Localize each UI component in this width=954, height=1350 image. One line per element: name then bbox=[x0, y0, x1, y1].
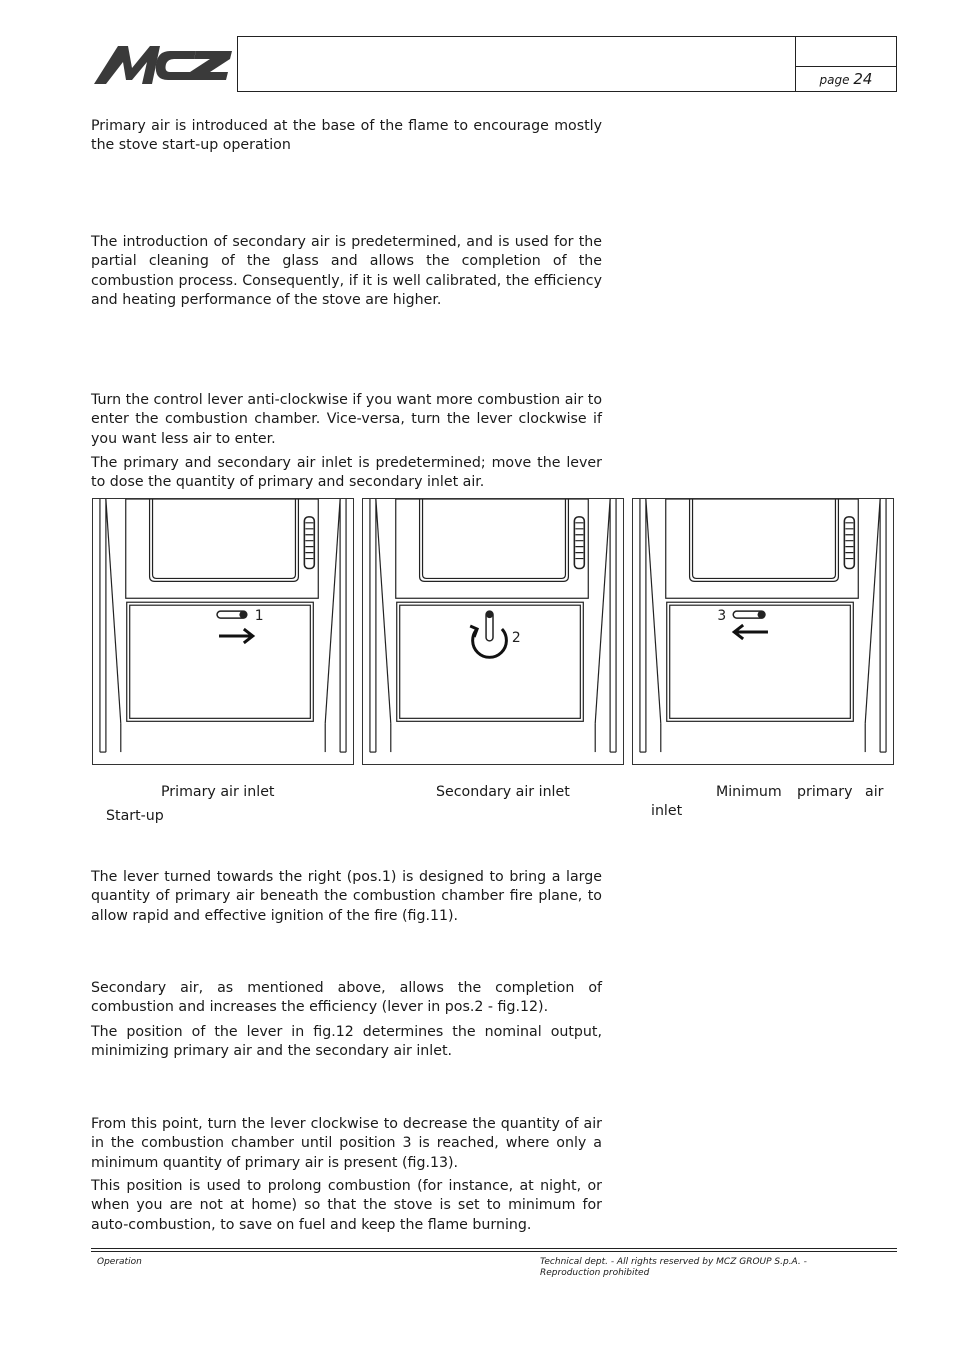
stove-drawing-pos2 bbox=[363, 499, 623, 764]
figure-secondary-air-inlet bbox=[362, 498, 624, 765]
caption-air-word: air bbox=[865, 784, 884, 800]
paragraph-predetermined-inlet: The primary and secondary air inlet is predetermined; move the lever to dose the quantity of primary and secondary inlet air. bbox=[91, 455, 602, 491]
paragraph-lever-right: The lever turned towards the right (pos.1) is designed to bring a large quantity of primary air beneath the combustion chamber fire plane, to allow rapid and effective ignition of the fire (fig.11). bbox=[91, 869, 602, 924]
footer-section: Operation bbox=[97, 1257, 142, 1267]
paragraph-control-lever: Turn the control lever anti-clockwise if you want more combustion air to enter the combustion chamber. Vice-versa, turn the lever clockwise if you want less air to enter. bbox=[91, 392, 602, 447]
stove-drawing-pos1 bbox=[93, 499, 353, 764]
page-number bbox=[796, 67, 896, 92]
mcz-logo bbox=[92, 42, 234, 88]
caption-start-up: Start-up bbox=[106, 808, 164, 824]
figure-minimum-primary-air bbox=[632, 498, 894, 765]
figure-primary-air-inlet bbox=[92, 498, 354, 765]
caption-primary-air-inlet: Primary air inlet bbox=[161, 784, 275, 800]
stove-drawing-pos3 bbox=[633, 499, 893, 764]
paragraph-secondary-completion: Secondary air, as mentioned above, allows the completion of combustion and increases the efficiency (lever in pos.2 - fig.12). bbox=[91, 980, 602, 1016]
paragraph-prolong-combustion: This position is used to prolong combustion (for instance, at night, or when you are not at home) so that the stove is set to minimum for auto-combustion, to save on fuel and keep the flame burning. bbox=[91, 1178, 602, 1233]
caption-minimum-word: Minimum bbox=[716, 784, 782, 800]
paragraph-clockwise-decrease: From this point, turn the lever clockwise to decrease the quantity of air in the combustion chamber until position 3 is reached, where only a minimum quantity of primary air is present (fig.13). bbox=[91, 1116, 602, 1171]
caption-secondary-air-inlet: Secondary air inlet bbox=[436, 784, 570, 800]
footer-copyright: Technical dept. - All rights reserved by MCZ GROUP S.p.A. - Reproduction prohibited bbox=[540, 1257, 807, 1278]
footer-rule bbox=[91, 1248, 897, 1249]
lever-position-1-label: 1 bbox=[254, 608, 264, 625]
paragraph-secondary-air: The introduction of secondary air is predetermined, and is used for the partial cleaning of the glass and allows the completion of the combustion process. Consequently, if it is well calibrated, the efficiency and heating performance of the stove are higher. bbox=[91, 234, 602, 308]
page-number-value: 24 bbox=[853, 70, 873, 88]
footer-rule-secondary bbox=[91, 1251, 897, 1252]
caption-inlet: inlet bbox=[651, 803, 683, 819]
page-label: page bbox=[819, 73, 850, 87]
paragraph-nominal-output: The position of the lever in fig.12 determines the nominal output, minimizing primary air and the secondary air inlet. bbox=[91, 1024, 602, 1060]
paragraph-primary-air: Primary air is introduced at the base of the flame to encourage mostly the stove start-up operation bbox=[91, 118, 602, 154]
caption-primary-word: primary bbox=[797, 784, 853, 800]
lever-position-3-label: 3 bbox=[717, 608, 727, 625]
header-box bbox=[237, 36, 897, 92]
lever-position-2-label: 2 bbox=[511, 629, 521, 646]
